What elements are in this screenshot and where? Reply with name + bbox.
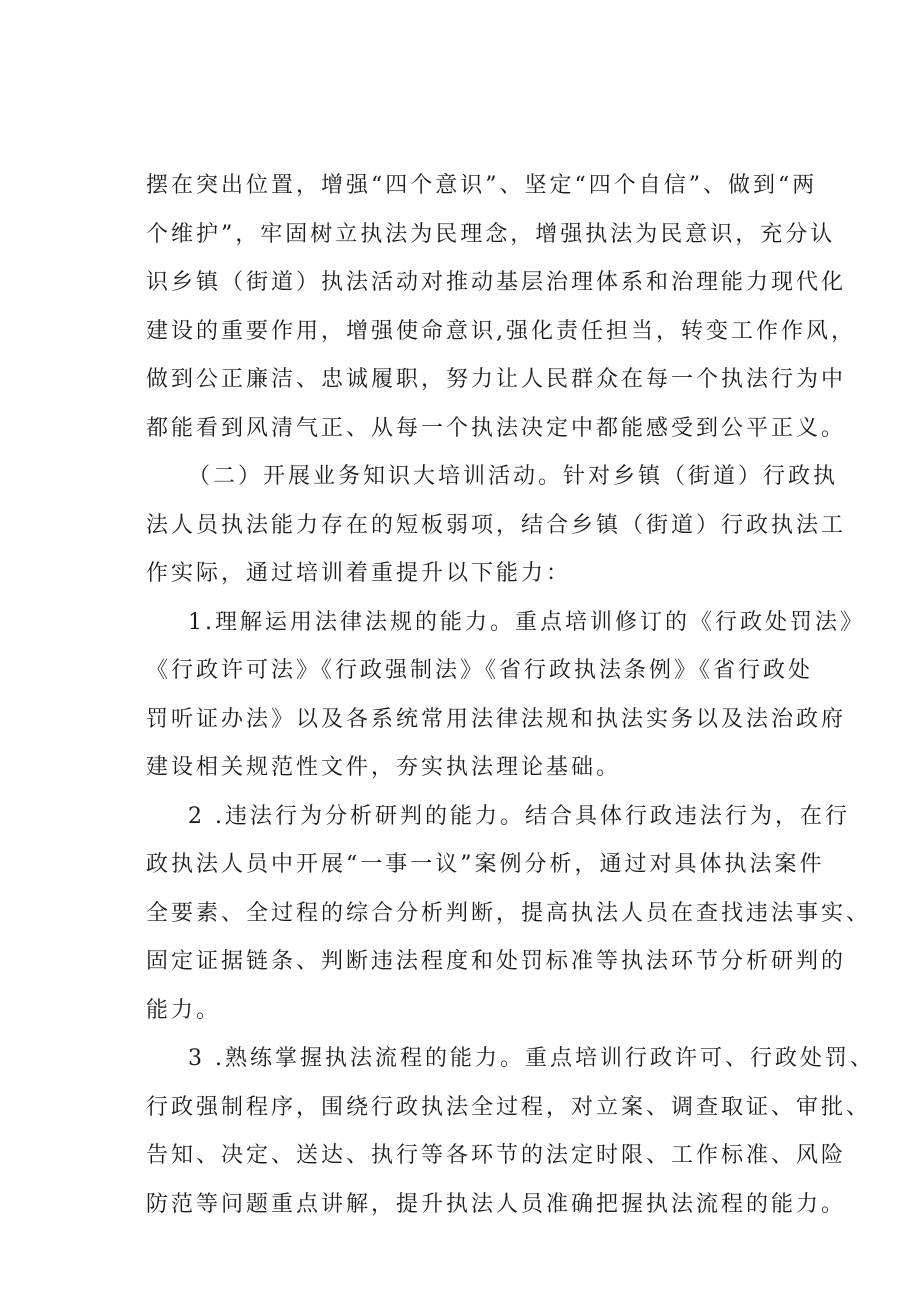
text-line: 行政强制程序，围绕行政执法全过程，对立案、调查取证、审批、 [146,1094,872,1120]
text-line: 固定证据链条、判断违法程度和处罚标准等执法环节分析研判的 [146,949,847,974]
text-line: 建设相关规范性文件，夯实执法理论基础。 [146,755,622,780]
text-line: 能力。 [146,997,222,1023]
text-line: 全要素、全过程的综合分析判断，提高执法人员在查找违法事实、 [146,900,872,926]
paragraph-continuation [146,162,856,453]
text-line: （二）开展业务知识大培训活动。针对乡镇（街道）行政执 [188,464,839,489]
text-line: 识乡镇（街道）执法活动对推动基层治理体系和治理能力现代化 [146,270,847,295]
text-line: 政执法人员中开展“一事一议”案例分析，通过对具体执法案件 [146,852,825,877]
text-line: 摆在突出位置，增强“四个意识”、坚定“四个自信”、做到“两 [146,173,818,198]
text-line: 都能看到风清气正、从每一个执法决定中都能感受到公平正义。 [146,415,847,441]
text-line: 2 .违法行为分析研判的能力。结合具体行政违法行为，在行 [188,803,850,829]
text-line: 3 .熟练掌握执法流程的能力。重点培训行政许可、行政处罚、 [188,1046,875,1071]
text-line: 建设的重要作用，增强使命意识,强化责任担当，转变工作作风， [146,318,856,344]
text-line: 法人员执法能力存在的短板弱项，结合乡镇（街道）行政执法工 [146,512,847,538]
text-line: 《行政许可法》《行政强制法》《省行政执法条例》《省行政处 [146,658,814,683]
text-line: 罚听证办法》以及各系统常用法律法规和执法实务以及法治政府 [146,706,847,732]
text-line: 防范等问题重点讲解，提升执法人员准确把握执法流程的能力。 [146,1191,847,1217]
document-body [146,162,875,1229]
paragraph-item-2 [146,793,872,1036]
text-line: 1.理解运用法律法规的能力。重点培训修订的《行政处罚法》 [188,609,865,635]
text-line: 告知、决定、送达、执行等各环节的法定时限、工作标准、风险 [146,1143,847,1168]
paragraph-training-activity [146,453,847,599]
text-line: 个维护”，牢固树立执法为民理念，增强执法为民意识，充分认 [146,221,836,247]
text-line: 作实际，通过培训着重提升以下能力： [146,561,572,586]
text-line: 做到公正廉洁、忠诚履职，努力让人民群众在每一个执法行为中 [146,367,847,392]
paragraph-item-1 [146,599,865,793]
paragraph-item-3 [146,1035,875,1229]
